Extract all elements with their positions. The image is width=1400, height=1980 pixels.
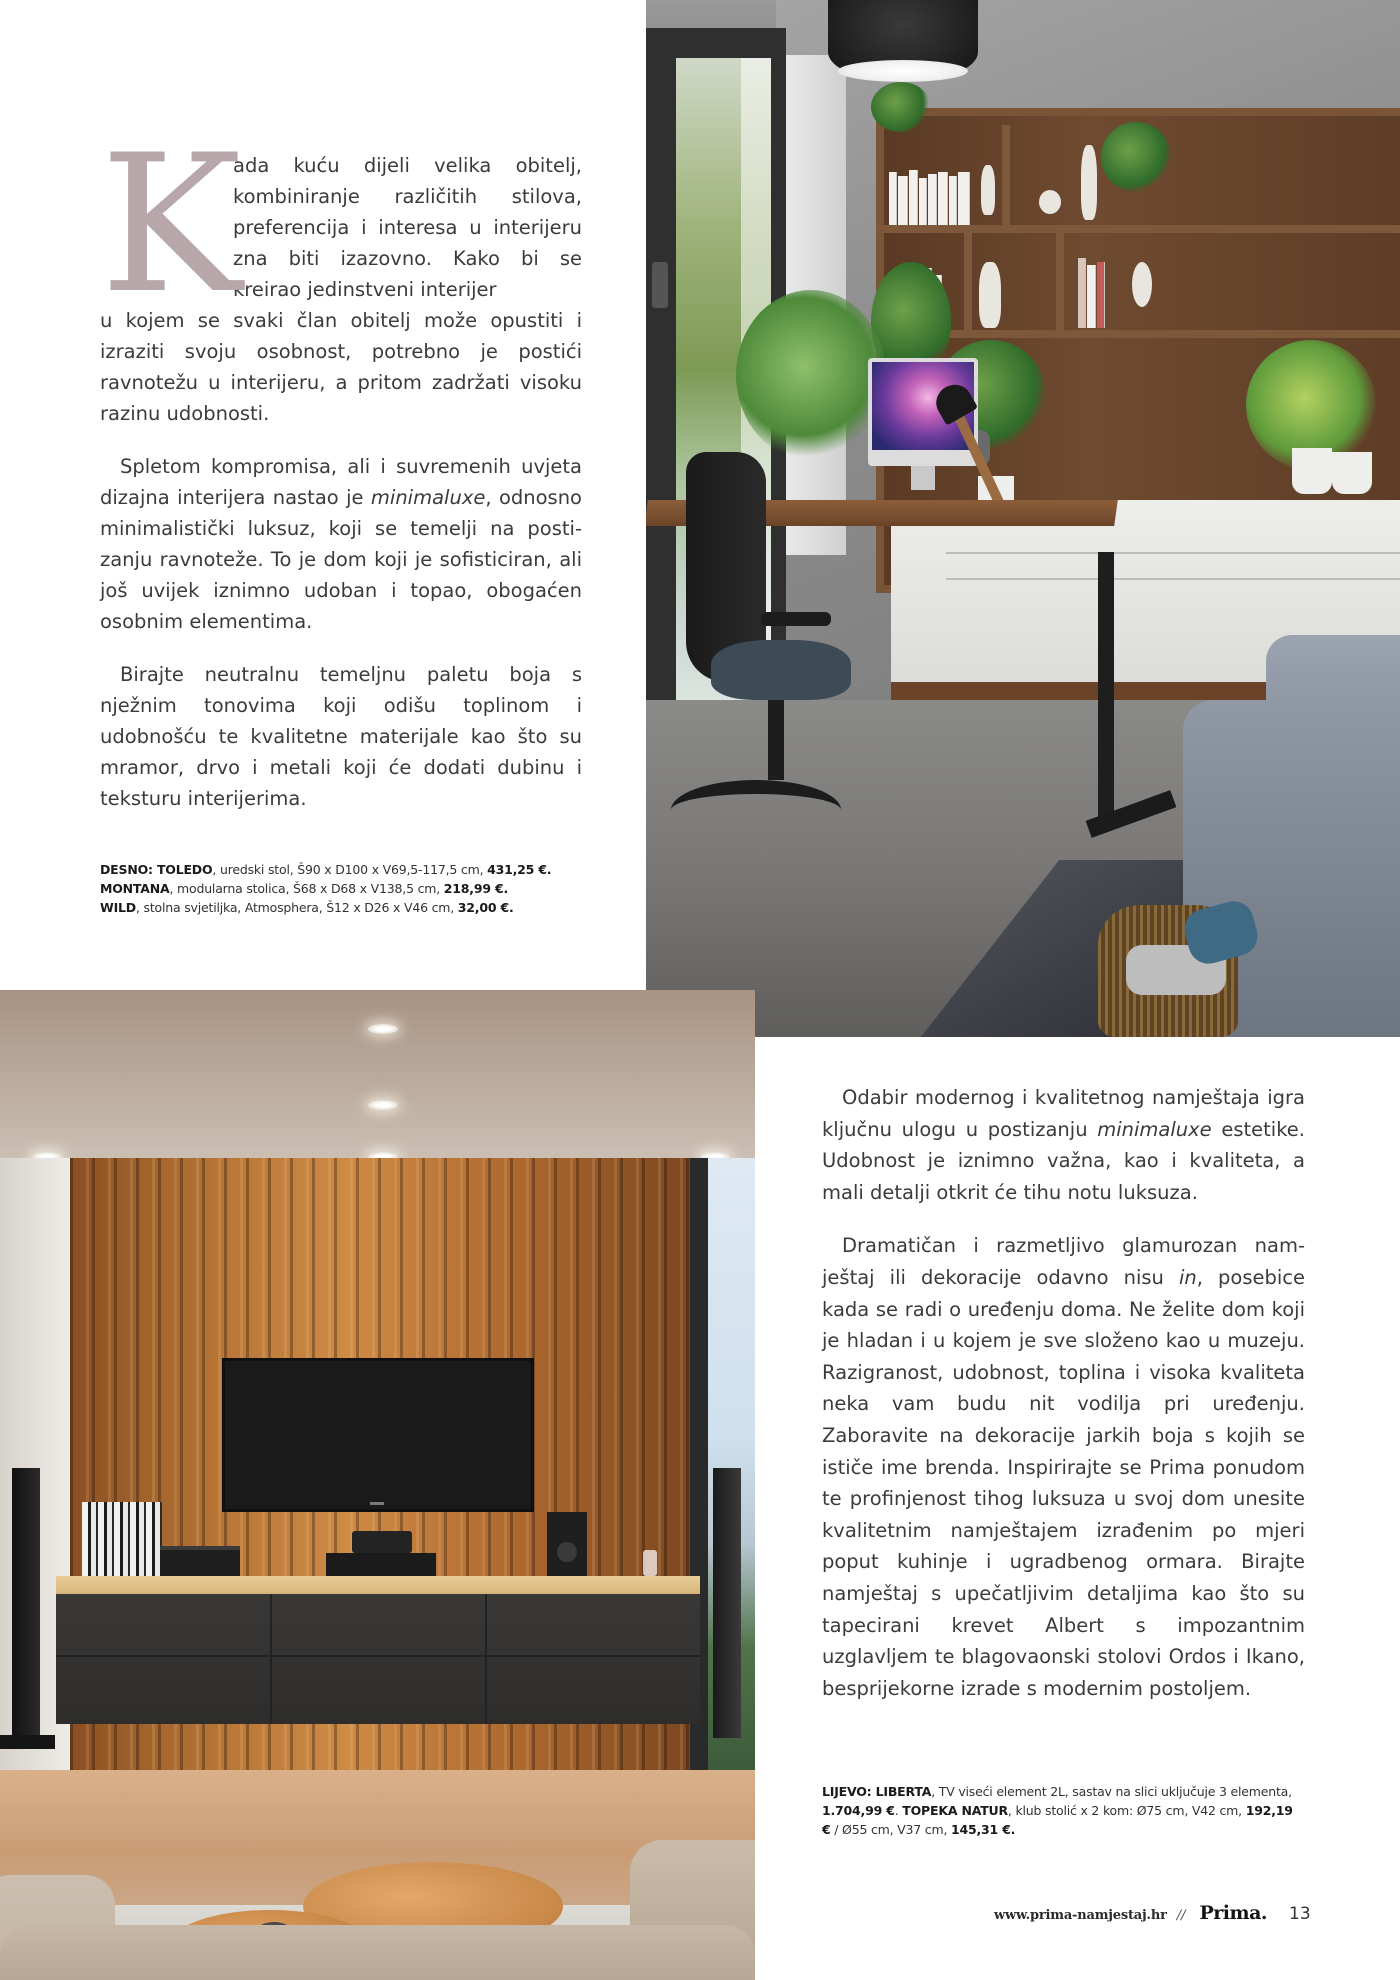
product-spec: , klub stolić x 2 kom: Ø75 cm, V42 cm, <box>1007 1803 1246 1819</box>
cabinet-line <box>946 552 1400 554</box>
italic-term: minimaluxe <box>370 486 486 509</box>
plant <box>1101 122 1171 192</box>
paragraph-furniture-choice <box>822 1082 1305 1208</box>
product-caption-right <box>100 860 582 917</box>
website-link[interactable]: www.prima-namjestaj.hr <box>994 1908 1167 1923</box>
cabinet-seam <box>485 1594 487 1724</box>
text-span: , posebice kada se radi o uređenju doma. Ne želite dom koji je hladan i u kojem je sve složeno kao u muzeju. Razigranost, udobnost, toplina i visoka kvaliteta neka vam budu nit vodilja pri uređenju. Zaboravite na dekoracije jarkih boja s kojih se ističe ime brenda. Inspirirajte se Prima ponudom te profinjenost tihog luksuza u svoj dom unesite kvalitetnim namještajem izrađenim po mjeri poput kuhinje i ugradbenog ormara. Birajte namještaj s upečatljivim detaljima kao što su tapecirani krevet Albert s impozantnim uzglavljem te blagovaonski stolovi Ordos i Ikano, besprijekorne izrade s modernim postoljem. <box>822 1265 1305 1700</box>
desk-leg <box>1098 552 1114 822</box>
product-price: 192,19 € <box>822 1803 1293 1838</box>
paragraph-intro-rest: u kojem se svaki član obitelj može opustiti i izraziti svoju osobnost, potrebno je postići ravnotežu u interijeru, a pritom zadržati visoku razinu udobnosti. <box>100 309 582 425</box>
home-office-photo <box>646 0 1400 1037</box>
drop-cap: K <box>100 114 242 335</box>
product-spec: , uredski stol, Š90 x D100 x V69,5-117,5 cm, <box>212 862 488 877</box>
book <box>958 172 970 225</box>
paragraph-palette: Birajte neutralnu temeljnu paletu boja s nježnim tonovima koji odišu toplinom i udobnošću te kvalitetne materijale kao što su mramor, drvo i metali koji će dodati dubinu i teksturu interijerima. <box>100 663 582 810</box>
chair-post <box>768 700 784 780</box>
product-spec: , modularna stolica, Š68 x D68 x V138,5 cm, <box>169 881 444 896</box>
cabinet-line <box>946 578 1400 580</box>
footer-separator: // <box>1176 1908 1186 1923</box>
sofa <box>0 1925 755 1980</box>
chair-arm <box>761 612 831 626</box>
window-frame <box>690 1158 708 1858</box>
article-left-column <box>100 114 582 917</box>
plant <box>736 290 886 460</box>
speaker-base <box>0 1735 55 1749</box>
plant-pot <box>1332 452 1372 494</box>
article-right-column <box>822 1082 1305 1839</box>
tv <box>222 1358 534 1512</box>
page-number: 13 <box>1289 1904 1311 1924</box>
tower-speaker <box>713 1468 741 1738</box>
product-name: LIJEVO: LIBERTA <box>822 1784 932 1800</box>
product-price: 32,00 €. <box>457 900 514 915</box>
book <box>1087 265 1096 328</box>
product-price: 1.704,99 € <box>822 1803 895 1819</box>
reed-diffuser <box>643 1550 657 1576</box>
text-span: estetike. Udobnost je iznimno važna, kao i kvaliteta, a mali detalji otkrit će tihu notu luksuza. <box>822 1117 1306 1204</box>
shelf-divider <box>1002 125 1010 225</box>
tv-logo <box>370 1502 384 1505</box>
window-handle <box>652 262 668 308</box>
product-spec: , TV viseći element 2L, sastav na slici uključuje 3 elementa, <box>931 1784 1292 1800</box>
product-name: TOPEKA NATUR <box>902 1803 1008 1819</box>
ceiling <box>0 990 755 1158</box>
living-room-photo <box>0 990 755 1980</box>
paragraph-quiet-luxury <box>822 1230 1305 1704</box>
product-caption-left <box>822 1782 1305 1839</box>
text-span: , odnosno minimalistički luksuz, koji se temelji na postizanju ravnoteže. To je dom koji je sofisticiran, ali još uvijek iznimno udoban i topao, obogaćen osobnim elementima. <box>100 486 582 633</box>
subwoofer-cone <box>557 1542 577 1562</box>
book <box>1078 258 1086 328</box>
turntable <box>160 1546 240 1576</box>
chair-seat <box>711 640 851 700</box>
product-price: 145,31 €. <box>951 1822 1016 1838</box>
cabinet-seam <box>56 1655 700 1657</box>
tower-speaker <box>12 1468 40 1738</box>
cabinet-seam <box>270 1594 272 1724</box>
text-span: Spletom kompromisa, ali i suvremenih uvjeta dizajna interijera nastao je <box>100 455 582 509</box>
vase <box>981 165 995 215</box>
product-price: 431,25 €. <box>487 862 552 877</box>
pendant-lamp-glow <box>838 60 968 82</box>
shelf-divider <box>1056 233 1064 330</box>
italic-term: in <box>1178 1265 1197 1289</box>
paragraph-minimaluxe <box>100 451 582 637</box>
book <box>938 172 948 225</box>
shelf-board <box>876 225 1400 233</box>
product-name: WILD <box>100 900 136 915</box>
book <box>1097 262 1105 328</box>
ring-vase <box>1039 190 1061 214</box>
downlight <box>368 1024 398 1034</box>
center-speaker <box>352 1531 412 1553</box>
page-footer <box>994 1902 1311 1928</box>
product-name: MONTANA <box>100 881 170 896</box>
chair-base <box>671 780 841 840</box>
ring-vase <box>1132 262 1152 307</box>
book <box>949 176 957 225</box>
book <box>928 174 937 225</box>
tv-unit-liberta <box>56 1594 700 1724</box>
book <box>898 176 908 225</box>
caption-line-montana <box>100 879 582 898</box>
plant <box>871 82 931 132</box>
product-name: DESNO: TOLEDO <box>100 862 213 877</box>
product-spec: , stolna svjetiljka, Atmosphera, Š12 x D26 x V46 cm, <box>135 900 458 915</box>
italic-term: minimaluxe <box>1097 1117 1212 1141</box>
plant-pot <box>1292 448 1332 494</box>
paragraph-intro-lead: ada kuću dijeli velika obitelj, kombiniranje različitih stilova, preferencija i interesa u interijeru zna biti izazovno. Kako bi se kreirao jedinstveni interijer <box>233 154 582 301</box>
text-span: . <box>894 1803 903 1819</box>
shelf-divider <box>964 233 972 330</box>
caption-line-toledo <box>100 860 582 879</box>
monitor-stand <box>911 466 935 490</box>
product-price: 218,99 €. <box>443 881 509 896</box>
receiver <box>326 1553 436 1576</box>
tv-unit-top <box>56 1576 700 1594</box>
brand-logo: Prima. <box>1199 1902 1268 1924</box>
product-spec: / Ø55 cm, V37 cm, <box>830 1822 951 1838</box>
shelf-board <box>876 330 1400 338</box>
caption-line-wild <box>100 898 582 917</box>
vase <box>1081 145 1097 220</box>
text-span: Dramatičan i razmetljivo glamurozan namještaj ili dekoracije odavno nisu <box>822 1234 1305 1289</box>
text-span: Odabir modernog i kvalitetnog namještaja igra ključnu ulogu u postizanju <box>822 1086 1305 1141</box>
sculpture-vase <box>979 262 1001 328</box>
book <box>909 170 918 225</box>
downlight <box>368 1100 398 1110</box>
book <box>889 172 897 225</box>
book <box>919 178 927 225</box>
books <box>82 1502 162 1576</box>
